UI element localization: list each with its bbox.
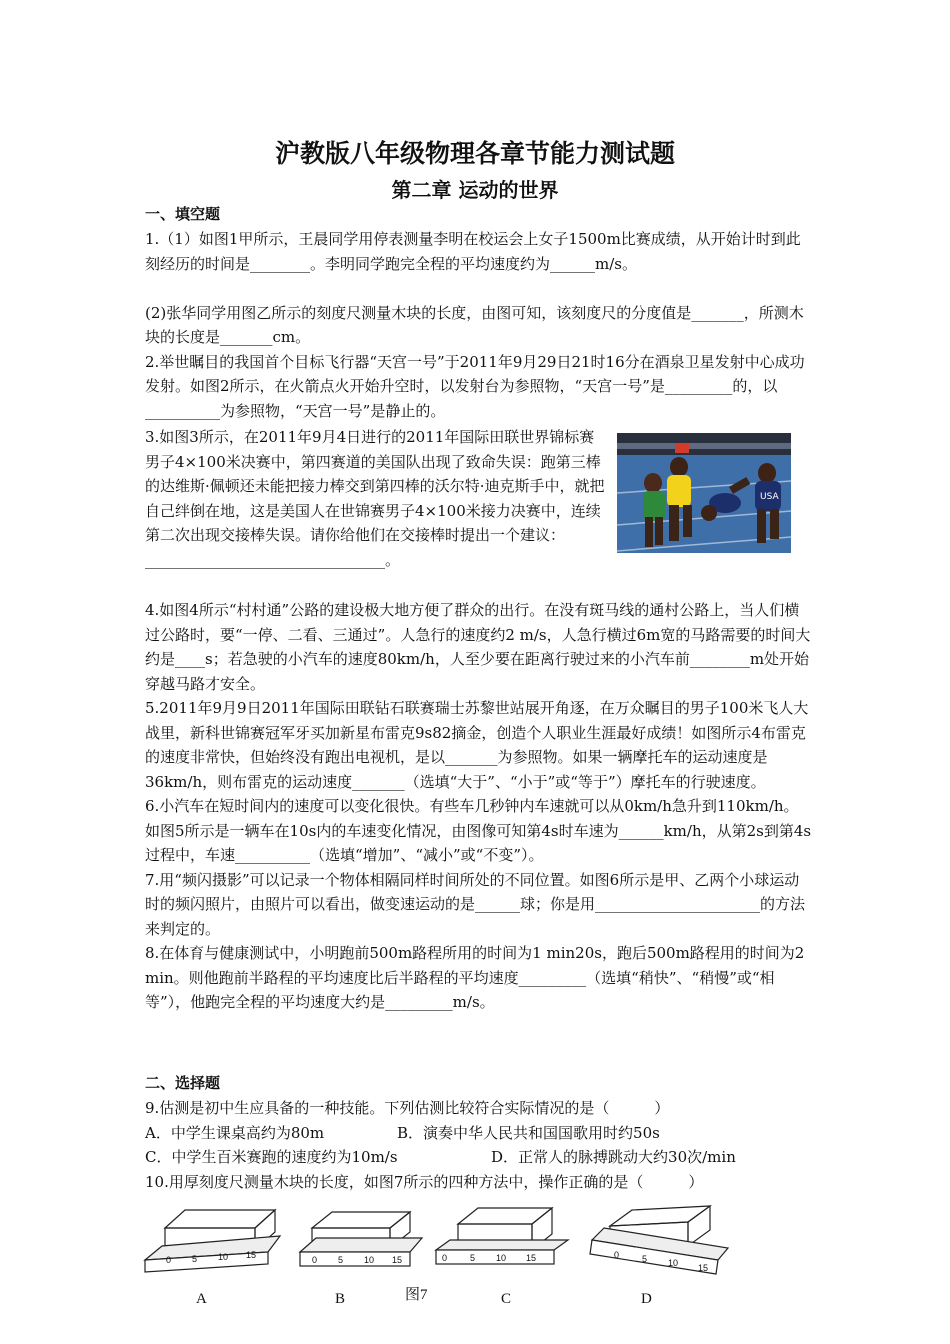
section-heading-multiple-choice: 二、选择题 (145, 1074, 221, 1092)
ruler-b-tick-15: 15 (392, 1255, 403, 1265)
ruler-d-tick-15: 15 (698, 1263, 709, 1273)
question-1-part-1: 1.（1）如图1甲所示，王晨同学用停表测量李明在校运会上女子1500m比赛成绩，从开始计时到此刻经历的时间是________。李明同学跑完全程的平均速度约为______m/s。 (145, 230, 801, 273)
question-9-option-c: C．中学生百米赛跑的速度约为10m/s (145, 1148, 398, 1166)
ruler-a-tick-15: 15 (246, 1250, 257, 1260)
document-title: 沪教版八年级物理各章节能力测试题 (274, 139, 675, 168)
ruler-d-tick-0: 0 (614, 1250, 620, 1260)
question-8: 8.在体育与健康测试中，小明跑前500m路程所用的时间为1 min20s，跑后500m路程用的时间为2 min。则他跑前半路程的平均速度比后半路程的平均速度_________（选填“稍快”、“稍慢”或“相等”），他跑完全程的平均速度大约是_________m/s。 (145, 944, 805, 1011)
usa-bib-text: USA (760, 492, 779, 502)
question-9-option-a: A．中学生课桌高约为80m (145, 1123, 325, 1142)
figure-label-b: B (335, 1291, 346, 1307)
question-7: 7.用“频闪摄影”可以记录一个物体相隔同样时间所处的不同位置。如图6所示是甲、乙两个小球运动时的频闪照片，由照片可以看出，做变速运动的是______球；你是用______________________的方法来判定的。 (145, 870, 806, 938)
question-9 (145, 1096, 813, 1194)
questions-1-2 (145, 227, 813, 423)
questions-4-8 (145, 598, 813, 1015)
ruler-a-tick-10: 10 (218, 1252, 229, 1262)
figure-7-rulers (140, 1198, 740, 1293)
figure-label-c: C (501, 1291, 512, 1307)
question-2: 2.举世瞩目的我国首个目标飞行器“天宫一号”于2011年9月29日21时16分在酒泉卫星发射中心成功发射。如图2所示，在火箭点火开始升空时，以发射台为参照物，“天宫一号”是_________的，以__________为参照物，“天宫一号”是静止的。 (145, 352, 805, 420)
ruler-d-tick-10: 10 (668, 1258, 679, 1268)
question-6: 6.小汽车在短时间内的速度可以变化很快。有些车几秒钟内车速就可以从0km/h急升到110km/h。如图5所示是一辆车在10s内的车速变化情况，由图像可知第4s时车速为______km/h，从第2s到第4s过程中，车速__________（选填“增加”、“减小”或“不变”）。 (145, 797, 812, 864)
ruler-b-tick-10: 10 (364, 1255, 375, 1265)
ruler-b-tick-5: 5 (338, 1255, 344, 1265)
question-3 (145, 425, 607, 572)
ruler-c-tick-10: 10 (496, 1253, 507, 1263)
question-4: 4.如图4所示“村村通”公路的建设极大地方便了群众的出行。在没有斑马线的通村公路上，当人们横过公路时，要“一停、二看、三通过”。人急行的速度约2 m/s，人急行横过6m宽的马路需要的时间大约是____s；若急驶的小汽车的速度80km/h，人至少要在距离行驶过来的小汽车前________m处开始穿越马路才安全。 (145, 601, 811, 693)
ruler-d-tick-5: 5 (642, 1254, 648, 1264)
figure-label-a: A (196, 1291, 207, 1307)
ruler-b-tick-0: 0 (312, 1255, 318, 1265)
relay-race-photo (617, 433, 791, 553)
question-9-option-b: B．演奏中华人民共和国国歌用时约50s (397, 1123, 660, 1142)
chapter-subtitle: 第二章 运动的世界 (391, 178, 559, 202)
figure-7-caption: 图7 (405, 1287, 428, 1303)
question-3-text: 3.如图3所示，在2011年9月4日进行的2011年国际田联世界锦标赛男子4×100米决赛中，第四赛道的美国队出现了致命失误：跑第三棒的达维斯·佩顿还未能把接力棒交到第四棒的沃尔特·迪克斯手中，就把自己绊倒在地，这是美国人在世锦赛男子4×100米接力决赛中，连续第二次出现交接棒失误。请你给他们在交接棒时提出一个建议： (145, 428, 605, 544)
section-heading-fill-blank: 一、填空题 (145, 205, 221, 223)
ruler-c-tick-5: 5 (470, 1253, 476, 1263)
question-1-part-2: (2)张华同学用图乙所示的刻度尺测量木块的长度，由图可知，该刻度尺的分度值是_______，所测木块的长度是_______cm。 (145, 303, 804, 346)
ruler-c-tick-15: 15 (526, 1253, 537, 1263)
ruler-diagram-b (300, 1212, 422, 1266)
figure-label-d: D (641, 1291, 652, 1307)
ruler-a-tick-5: 5 (192, 1254, 198, 1264)
ruler-a-tick-0: 0 (166, 1255, 172, 1265)
ruler-c-tick-0: 0 (442, 1253, 448, 1263)
question-5: 5.2011年9月9日2011年国际田联钻石联赛瑞士苏黎世站展开角逐，在万众瞩目的男子100米飞人大战里，新科世锦赛冠军牙买加新星布雷克9s82摘金，创造个人职业生涯最好成绩！如图所示4布雷克的速度非常快，但始终没有跑出电视机，是以_______为参照物。如果一辆摩托车的运动速度是36km/h，则布雷克的运动速度_______（选填“大于”、“小于”或“等于”）摩托车的行驶速度。 (145, 699, 809, 791)
question-3-blank: ________________________________。 (145, 550, 401, 569)
question-9-option-d: D．正常人的脉搏跳动大约30次/min (491, 1148, 736, 1166)
question-9-text: 9.估测是初中生应具备的一种技能。下列估测比较符合实际情况的是（ ） (145, 1099, 670, 1117)
question-10-text: 10.用厚刻度尺测量木块的长度，如图7所示的四种方法中，操作正确的是（ ） (145, 1172, 704, 1191)
